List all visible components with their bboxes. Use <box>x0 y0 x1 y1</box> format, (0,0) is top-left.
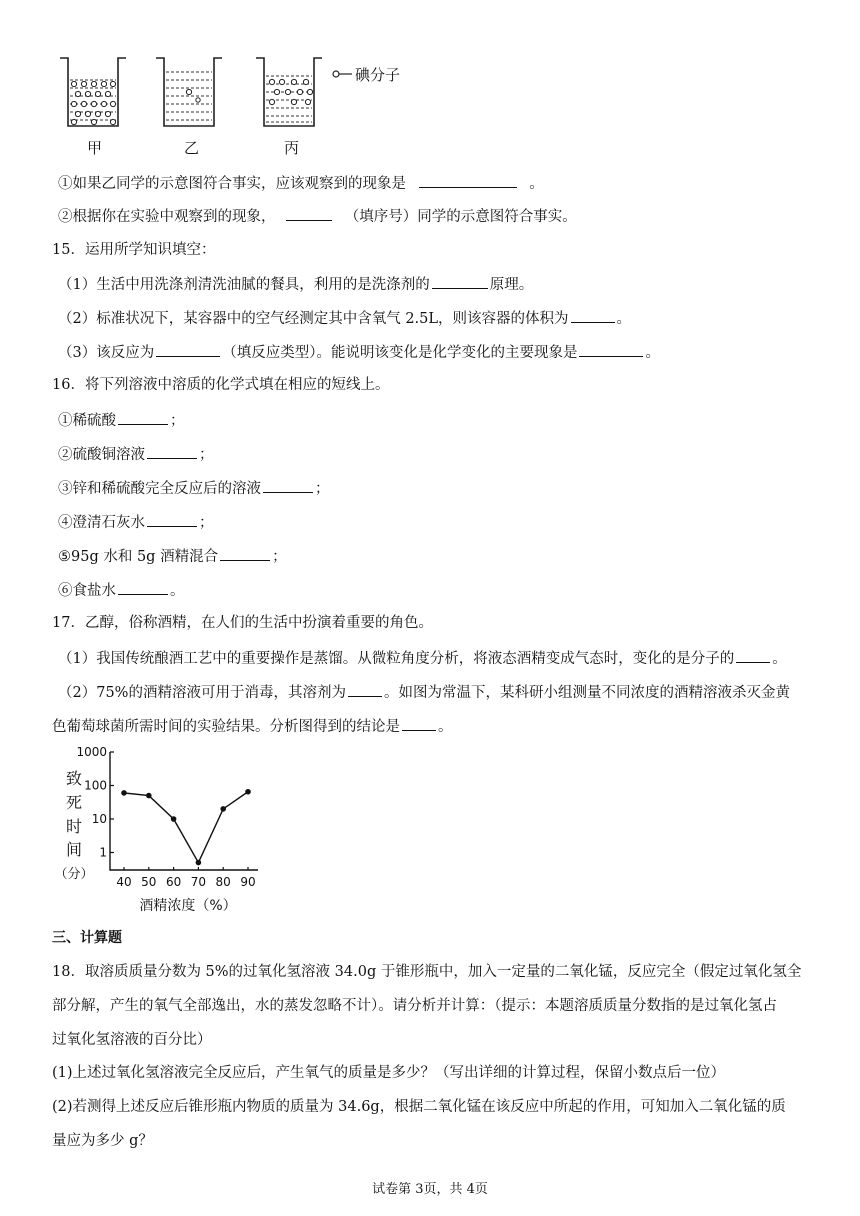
data-point <box>146 793 152 799</box>
data-point <box>220 806 226 812</box>
q14-sub2: ②根据你在实验中观察到的现象， （填序号）同学的示意图符合事实。 <box>58 205 577 227</box>
answer-blank <box>118 409 168 425</box>
page-footer: 试卷第 3页，共 4页 <box>372 1182 488 1197</box>
answer-blank <box>220 545 270 561</box>
answer-blank <box>432 273 488 289</box>
x-axis-label: 酒精浓度（%） <box>139 898 237 914</box>
answer-blank <box>118 579 168 595</box>
q17-title: 17．乙醇，俗称酒精，在人们的生活中扮演着重要的角色。 <box>52 615 433 631</box>
data-point <box>171 816 177 822</box>
section-title: 三、计算题 <box>52 930 122 946</box>
y-axis-label: 死 <box>65 793 83 812</box>
x-tick-label: 70 <box>190 875 207 889</box>
x-tick-label: 80 <box>215 875 231 889</box>
q14-sub1: ①如果乙同学的示意图符合事实，应该观察到的现象是 。 <box>58 172 544 194</box>
answer-blank <box>736 647 770 663</box>
x-tick-label: 40 <box>116 875 132 889</box>
data-point <box>121 790 127 796</box>
q15-title: 15．运用所学知识填空： <box>52 242 216 258</box>
q17-part1: （1）我国传统酿酒工艺中的重要操作是蒸馏。从微粒角度分析，将液态酒精变成气态时，变化的是分子的 。 <box>58 647 787 669</box>
molecule-legend: 碘分子 <box>355 66 401 84</box>
answer-blank <box>579 341 643 357</box>
y-tick-label: 10 <box>91 811 107 826</box>
q16-item: ⑥食盐水 。 <box>58 579 185 601</box>
q16-item: ②硫酸铜溶液 ； <box>58 443 214 465</box>
answer-blank <box>402 715 436 731</box>
y-tick-label: 1 <box>99 845 107 860</box>
q18-sub1: (1)上述过氧化氢溶液完全反应后，产生氧气的质量是多少？（写出详细的计算过程，保留小数点后一位） <box>52 1065 726 1081</box>
answer-blank <box>147 443 197 459</box>
answer-blank <box>419 172 517 188</box>
answer-blank <box>348 681 382 697</box>
y-tick-label: 100 <box>84 778 107 793</box>
beaker-label-bing: 丙 <box>284 139 300 157</box>
answer-blank <box>571 307 615 323</box>
q18-sub2-line2: 量应为多少 g？ <box>52 1133 153 1149</box>
answer-blank <box>156 341 220 357</box>
chart-axes <box>110 752 258 870</box>
q16-item: ④澄清石灰水 ； <box>58 511 214 533</box>
q16-title: 16．将下列溶液中溶质的化学式填在相应的短线上。 <box>52 377 390 393</box>
q17-part2: （2）75%的酒精溶液可用于消毒，其溶剂为 。如图为常温下，某科研小组测量不同浓度的酒精溶液杀灭金黄 <box>58 681 790 703</box>
y-axis-label: 间 <box>65 840 83 859</box>
beaker-label-jia: 甲 <box>87 139 103 157</box>
q18-line3: 过氧化氢溶液的百分比） <box>52 1032 212 1048</box>
q16-item: ③锌和稀硫酸完全反应后的溶液 ； <box>58 477 330 499</box>
data-point <box>245 789 251 795</box>
q18-sub2-line1: (2)若测得上述反应后锥形瓶内物质的质量为 34.6g，根据二氧化锰在该反应中所起的作用，可知加入二氧化锰的质 <box>52 1099 786 1115</box>
answer-blank <box>286 205 332 221</box>
q16-item: ⑤95g 水和 5g 酒精混合 ； <box>58 545 287 567</box>
q18-line2: 部分解，产生的氧气全部逸出，水的蒸发忽略不计）。请分析并计算：（提示：本题溶质质量分数指的是过氧化氢占 <box>52 998 777 1014</box>
answer-blank <box>147 511 197 527</box>
y-axis-label: （分） <box>54 867 94 882</box>
kill-time-chart <box>48 744 268 916</box>
q15-part3: （3）该反应为 （填反应类型）。能说明该变化是化学变化的主要现象是 。 <box>58 341 660 363</box>
q15-part2: （2）标准状况下，某容器中的空气经测定其中含氧气 2.5L，则该容器的体积为 。 <box>58 307 631 329</box>
beaker-diagram <box>58 50 438 160</box>
x-tick-label: 60 <box>165 875 182 889</box>
y-tick-label: 1000 <box>76 745 107 759</box>
answer-blank <box>263 477 313 493</box>
q16-item: ①稀硫酸 ； <box>58 409 185 431</box>
q18-line1: 18．取溶质质量分数为 5%的过氧化氢溶液 34.0g 于锥形瓶中，加入一定量的二氧化锰，反应完全（假定过氧化氢全 <box>52 964 802 980</box>
series-line <box>124 792 248 863</box>
y-axis-label: 致 <box>65 769 83 788</box>
q15-part1: （1）生活中用洗涤剂清洗油腻的餐具，利用的是洗涤剂的 原理。 <box>58 273 533 295</box>
x-tick-label: 50 <box>141 875 157 889</box>
x-tick-label: 90 <box>240 875 256 889</box>
data-point <box>196 860 202 866</box>
y-axis-label: 时 <box>65 817 83 836</box>
q17-part2-cont: 色葡萄球菌所需时间的实验结果。分析图得到的结论是 。 <box>52 715 453 737</box>
beaker-label-yi: 乙 <box>184 139 200 157</box>
